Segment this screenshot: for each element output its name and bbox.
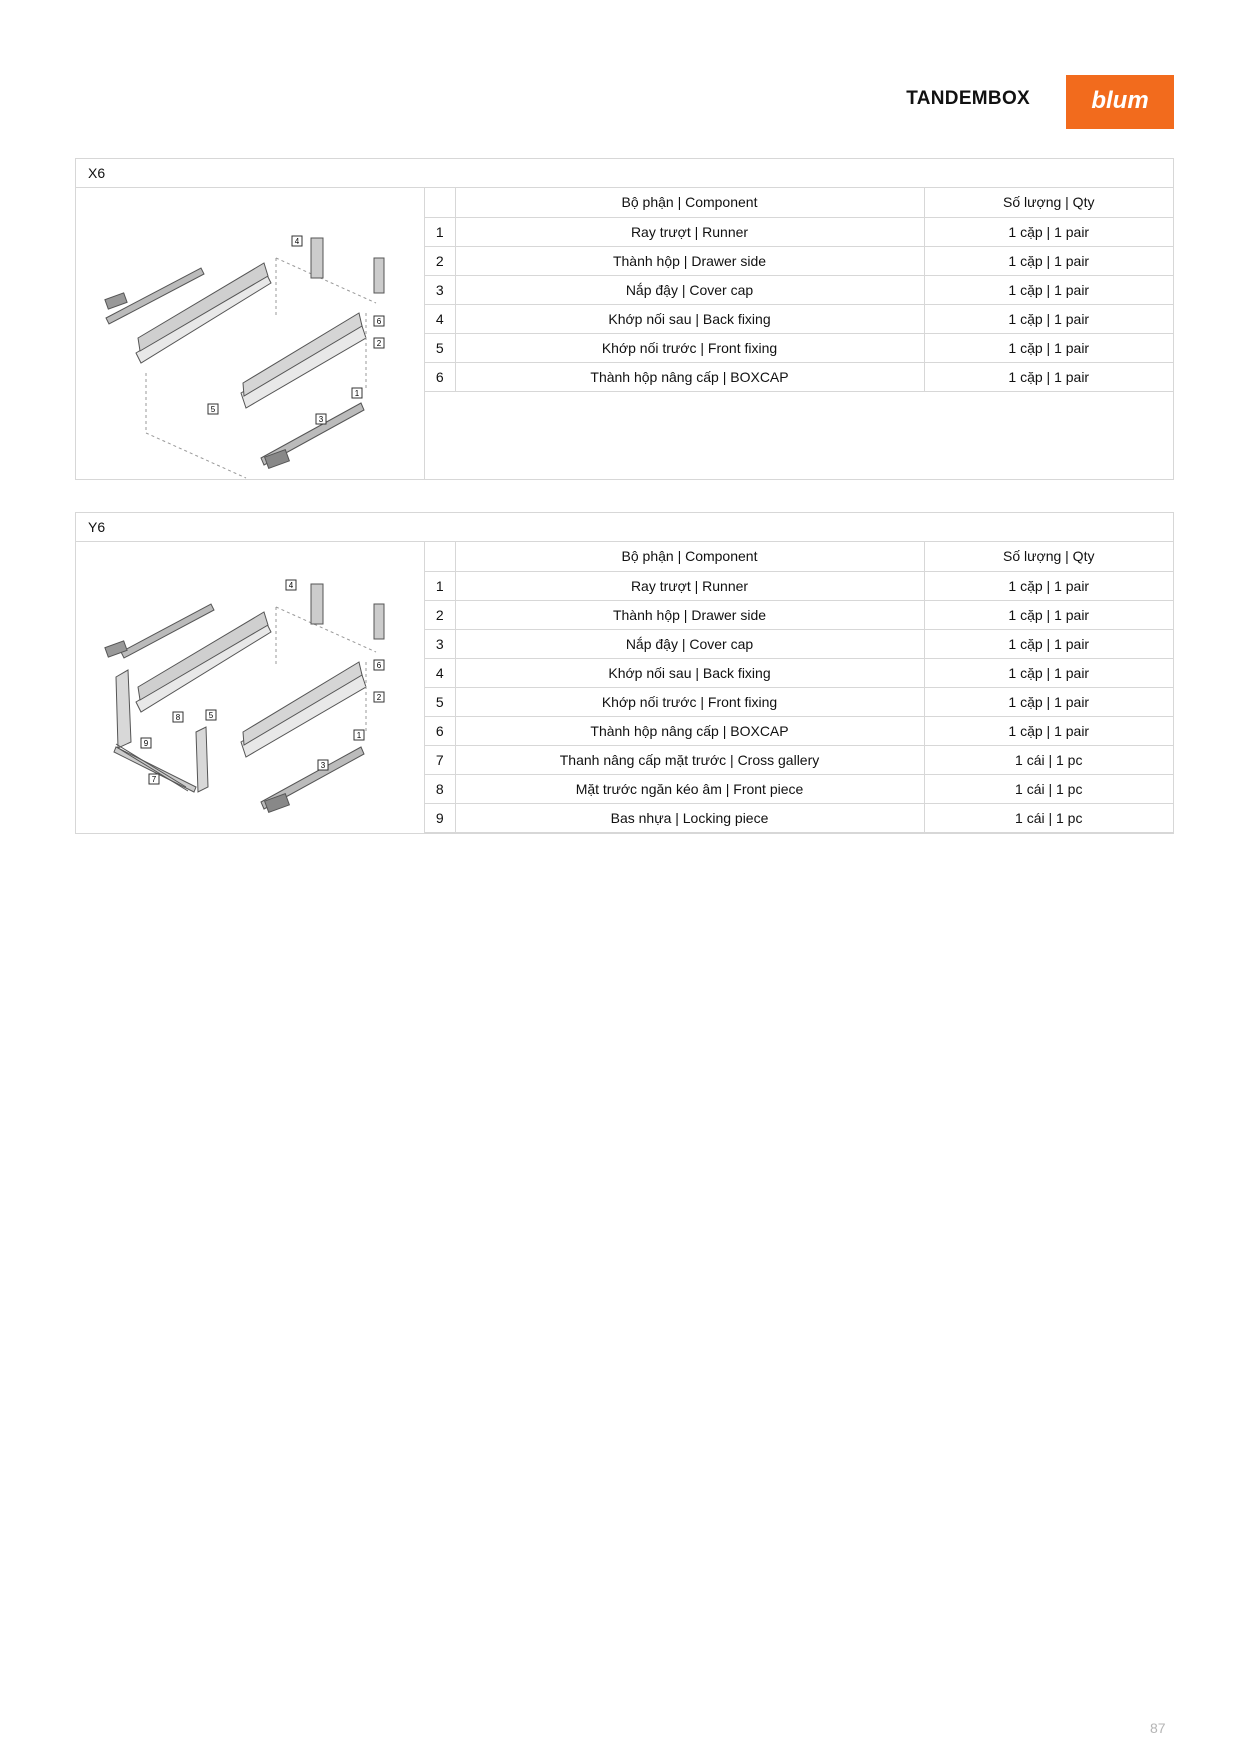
callout-label: 3 xyxy=(320,761,326,770)
exploded-diagram-y6 xyxy=(76,542,425,833)
section-label: X6 xyxy=(76,159,1173,188)
callout-label: 9 xyxy=(143,739,149,748)
row-number: 1 xyxy=(425,217,455,246)
table-row xyxy=(425,571,1173,600)
component-qty: 1 cặp | 1 pair xyxy=(924,362,1173,391)
component-qty: 1 cặp | 1 pair xyxy=(924,275,1173,304)
component-qty: 1 cái | 1 pc xyxy=(924,745,1173,774)
component-name: Thanh nâng cấp mặt trước | Cross gallery xyxy=(455,745,924,774)
row-number: 8 xyxy=(425,774,455,803)
component-name: Khớp nối sau | Back fixing xyxy=(455,304,924,333)
component-qty: 1 cặp | 1 pair xyxy=(924,246,1173,275)
component-name: Khớp nối trước | Front fixing xyxy=(455,687,924,716)
table-row xyxy=(425,362,1173,391)
column-header-component: Bộ phận | Component xyxy=(455,542,924,571)
section-label: Y6 xyxy=(76,513,1173,542)
table-row xyxy=(425,629,1173,658)
callout-label: 2 xyxy=(376,339,382,348)
component-table-x6 xyxy=(425,188,1173,392)
component-name: Nắp đậy | Cover cap xyxy=(455,629,924,658)
component-name: Thành hộp | Drawer side xyxy=(455,246,924,275)
component-table-y6 xyxy=(425,542,1173,833)
component-qty: 1 cái | 1 pc xyxy=(924,803,1173,832)
component-name: Mặt trước ngăn kéo âm | Front piece xyxy=(455,774,924,803)
section-x6 xyxy=(75,158,1174,480)
component-qty: 1 cặp | 1 pair xyxy=(924,571,1173,600)
callout-label: 6 xyxy=(376,661,382,670)
row-number: 3 xyxy=(425,629,455,658)
row-number: 5 xyxy=(425,687,455,716)
component-name: Thành hộp | Drawer side xyxy=(455,600,924,629)
row-number: 2 xyxy=(425,246,455,275)
row-number: 6 xyxy=(425,716,455,745)
callout-label: 1 xyxy=(356,731,362,740)
component-qty: 1 cặp | 1 pair xyxy=(924,217,1173,246)
row-number: 6 xyxy=(425,362,455,391)
component-qty: 1 cặp | 1 pair xyxy=(924,716,1173,745)
table-row xyxy=(425,246,1173,275)
table-row xyxy=(425,600,1173,629)
row-number: 5 xyxy=(425,333,455,362)
component-qty: 1 cặp | 1 pair xyxy=(924,304,1173,333)
table-row xyxy=(425,745,1173,774)
component-name: Thành hộp nâng cấp | BOXCAP xyxy=(455,716,924,745)
row-number: 4 xyxy=(425,658,455,687)
callout-label: 1 xyxy=(354,389,360,398)
callout-label: 4 xyxy=(294,237,300,246)
callout-label: 2 xyxy=(376,693,382,702)
page-number: 87 xyxy=(1150,1720,1166,1736)
component-qty: 1 cặp | 1 pair xyxy=(924,333,1173,362)
row-number: 1 xyxy=(425,571,455,600)
column-header-component: Bộ phận | Component xyxy=(455,188,924,217)
table-row xyxy=(425,658,1173,687)
component-name: Ray trượt | Runner xyxy=(455,217,924,246)
column-header-qty: Số lượng | Qty xyxy=(924,542,1173,571)
table-row xyxy=(425,333,1173,362)
row-number: 3 xyxy=(425,275,455,304)
table-row xyxy=(425,217,1173,246)
component-name: Thành hộp nâng cấp | BOXCAP xyxy=(455,362,924,391)
table-row xyxy=(425,275,1173,304)
row-number: 4 xyxy=(425,304,455,333)
callout-label: 8 xyxy=(175,713,181,722)
callout-label: 4 xyxy=(288,581,294,590)
table-row xyxy=(425,716,1173,745)
callout-label: 3 xyxy=(318,415,324,424)
row-number: 7 xyxy=(425,745,455,774)
component-name: Khớp nối trước | Front fixing xyxy=(455,333,924,362)
callout-label: 5 xyxy=(210,405,216,414)
exploded-diagram-x6 xyxy=(76,188,425,479)
component-qty: 1 cái | 1 pc xyxy=(924,774,1173,803)
component-name: Bas nhựa | Locking piece xyxy=(455,803,924,832)
component-qty: 1 cặp | 1 pair xyxy=(924,658,1173,687)
logo-wordmark: blum xyxy=(1091,87,1149,114)
component-qty: 1 cặp | 1 pair xyxy=(924,687,1173,716)
column-header-qty: Số lượng | Qty xyxy=(924,188,1173,217)
row-number: 9 xyxy=(425,803,455,832)
component-name: Ray trượt | Runner xyxy=(455,571,924,600)
row-number: 2 xyxy=(425,600,455,629)
component-name: Khớp nối sau | Back fixing xyxy=(455,658,924,687)
table-row xyxy=(425,304,1173,333)
table-row xyxy=(425,774,1173,803)
component-qty: 1 cặp | 1 pair xyxy=(924,629,1173,658)
table-row xyxy=(425,803,1173,832)
component-qty: 1 cặp | 1 pair xyxy=(924,600,1173,629)
table-row xyxy=(425,687,1173,716)
callout-label: 6 xyxy=(376,317,382,326)
section-y6 xyxy=(75,512,1174,834)
callout-label: 5 xyxy=(208,711,214,720)
blum-logo xyxy=(1066,75,1174,129)
component-name: Nắp đậy | Cover cap xyxy=(455,275,924,304)
callout-label: 7 xyxy=(151,775,157,784)
document-title: TANDEMBOX xyxy=(906,88,1030,109)
